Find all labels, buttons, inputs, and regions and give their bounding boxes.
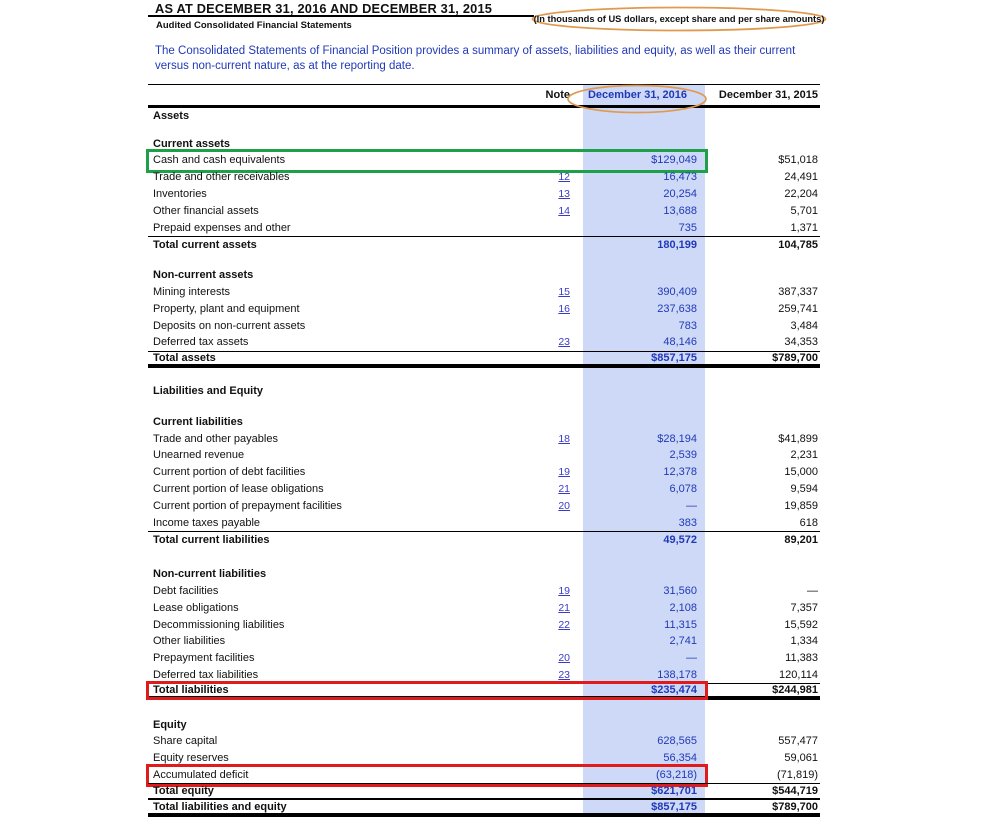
value-2015: 7,357	[790, 601, 818, 614]
spacer-row	[148, 253, 820, 267]
table-row	[148, 616, 820, 633]
note-link[interactable]: 23	[558, 669, 570, 681]
table-row	[148, 750, 820, 767]
value-2016: $28,194	[657, 432, 697, 445]
value-2016: $621,701	[651, 785, 697, 798]
table-row	[148, 481, 820, 498]
note-cell	[500, 303, 570, 315]
intro-paragraph: The Consolidated Statements of Financial Position provides a summary of assets, liabilities and equity, as well as their current versus non-current nature, as at the reporting date.	[155, 45, 796, 72]
row-label: Current portion of prepayment facilities	[153, 499, 342, 512]
note-cell	[500, 602, 570, 614]
table-row	[148, 531, 820, 548]
value-2016: 48,146	[663, 336, 697, 349]
note-cell	[500, 433, 570, 445]
table-row	[148, 514, 820, 531]
table-row	[148, 351, 820, 368]
column-header-note: Note	[545, 88, 570, 101]
row-label: Liabilities and Equity	[153, 385, 264, 398]
table-row	[148, 383, 820, 400]
row-label: Total assets	[153, 351, 216, 364]
table-header-row	[148, 84, 820, 108]
row-label: Debt facilities	[153, 585, 219, 598]
table-row	[148, 566, 820, 583]
value-2016: $857,175	[651, 351, 697, 364]
note-link[interactable]: 20	[558, 499, 570, 512]
value-2015: $789,700	[772, 800, 818, 813]
title-underline	[148, 15, 534, 17]
table-row	[148, 152, 820, 169]
value-2016: (63,218)	[656, 768, 697, 781]
value-2016: 2,539	[669, 449, 697, 462]
table-row	[148, 800, 820, 817]
page-title: AS AT DECEMBER 31, 2016 AND DECEMBER 31, 2015	[155, 1, 493, 16]
value-2015: 34,353	[784, 336, 818, 349]
value-2016: 56,354	[663, 752, 697, 765]
row-label: Inventories	[153, 188, 207, 201]
value-2016: 12,378	[663, 466, 697, 479]
row-label: Unearned revenue	[153, 449, 245, 462]
table-body	[148, 108, 820, 817]
note-link[interactable]: 21	[558, 601, 570, 614]
note-cell	[500, 585, 570, 597]
note-link[interactable]: 21	[558, 483, 570, 496]
note-link[interactable]: 12	[558, 171, 570, 184]
spacer-row	[148, 368, 820, 383]
row-label: Property, plant and equipment	[153, 302, 300, 315]
note-cell	[500, 483, 570, 495]
value-2016: 383	[678, 516, 697, 529]
table-row	[148, 430, 820, 447]
row-label: Trade and other receivables	[153, 171, 290, 184]
table-row	[148, 135, 820, 152]
table-row	[148, 267, 820, 284]
note-link[interactable]: 13	[558, 188, 570, 201]
value-2015: 557,477	[778, 735, 818, 748]
note-link[interactable]: 22	[558, 618, 570, 631]
value-2015: 89,201	[784, 533, 818, 546]
value-2016: 735	[678, 221, 697, 234]
financial-position-table	[148, 84, 820, 817]
value-2016: 237,638	[657, 302, 697, 315]
note-cell	[500, 669, 570, 681]
note-link[interactable]: 20	[558, 652, 570, 665]
row-label: Total current liabilities	[153, 533, 270, 546]
value-2015: 1,371	[790, 221, 818, 234]
value-2015: 24,491	[784, 171, 818, 184]
column-header-2015: December 31, 2015	[718, 88, 818, 101]
row-label: Non-current liabilities	[153, 568, 267, 581]
value-2015: 22,204	[784, 188, 818, 201]
note-link[interactable]: 23	[558, 336, 570, 349]
value-2016: 2,741	[669, 635, 697, 648]
row-label: Current portion of lease obligations	[153, 483, 324, 496]
value-2015: 15,592	[784, 618, 818, 631]
note-cell	[500, 205, 570, 217]
table-row	[148, 583, 820, 600]
table-row	[148, 633, 820, 650]
row-label: Total current assets	[153, 238, 257, 251]
value-2015: 104,785	[778, 238, 818, 251]
value-2016: 138,178	[657, 669, 697, 681]
value-2016: $235,474	[651, 684, 697, 697]
value-2016: 628,565	[657, 735, 697, 748]
table-row	[148, 284, 820, 301]
spacer-row	[148, 700, 820, 716]
table-row	[148, 767, 820, 784]
table-row	[148, 783, 820, 800]
note-cell	[500, 500, 570, 512]
value-2015: $544,719	[772, 785, 818, 798]
row-label: Other financial assets	[153, 204, 259, 217]
note-link[interactable]: 19	[558, 466, 570, 479]
value-2015: 259,741	[778, 302, 818, 315]
row-label: Deferred tax liabilities	[153, 669, 259, 681]
table-row	[148, 317, 820, 334]
row-label: Deposits on non-current assets	[153, 319, 306, 332]
row-label: Accumulated deficit	[153, 768, 249, 781]
row-label: Share capital	[153, 735, 218, 748]
value-2016: 49,572	[663, 533, 697, 546]
row-label: Equity reserves	[153, 752, 229, 765]
table-row	[148, 716, 820, 733]
value-2015: $789,700	[772, 351, 818, 364]
value-2015: 387,337	[778, 286, 818, 299]
note-link[interactable]: 16	[558, 302, 570, 315]
note-link[interactable]: 14	[558, 204, 570, 217]
row-label: Deferred tax assets	[153, 336, 249, 349]
value-2015: (71,819)	[777, 768, 818, 781]
table-row	[148, 650, 820, 667]
note-cell	[500, 286, 570, 298]
table-row	[148, 599, 820, 616]
table-row	[148, 108, 820, 125]
value-2016: 180,199	[657, 238, 697, 251]
value-2015: 15,000	[784, 466, 818, 479]
value-2016: 390,409	[657, 286, 697, 299]
row-label: Total liabilities	[153, 684, 229, 697]
value-2015: 2,231	[790, 449, 818, 462]
row-label: Lease obligations	[153, 601, 239, 614]
row-label: Decommissioning liabilities	[153, 618, 285, 631]
table-row	[148, 413, 820, 430]
table-row	[148, 733, 820, 750]
spacer-row	[148, 548, 820, 566]
value-2015: 19,859	[784, 499, 818, 512]
value-2015: 618	[799, 516, 818, 529]
row-label: Current portion of debt facilities	[153, 466, 306, 479]
value-2015: 59,061	[784, 752, 818, 765]
table-row	[148, 186, 820, 203]
row-label: Other liabilities	[153, 635, 226, 648]
note-cell	[500, 652, 570, 664]
table-row	[148, 169, 820, 186]
row-label: Current liabilities	[153, 415, 243, 428]
table-row	[148, 497, 820, 514]
table-row	[148, 334, 820, 351]
note-link[interactable]: 19	[558, 585, 570, 598]
value-2015: $41,899	[778, 432, 818, 445]
units-note-text: (In thousands of US dollars, except share and per share amounts)	[533, 14, 825, 24]
row-label: Total equity	[153, 785, 214, 798]
spacer-row	[148, 399, 820, 413]
value-2016: 11,315	[664, 618, 697, 631]
value-2016: 6,078	[669, 483, 697, 496]
value-2016: 2,108	[669, 601, 697, 614]
units-note-annotation	[531, 6, 827, 32]
value-2016: $857,175	[651, 800, 697, 813]
note-link[interactable]: 15	[558, 286, 570, 299]
value-2016: $129,049	[651, 154, 697, 167]
row-label: Non-current assets	[153, 269, 254, 282]
note-cell	[500, 336, 570, 348]
column-header-2016-label: December 31, 2016	[587, 88, 688, 101]
table-row	[148, 447, 820, 464]
value-2015: 9,594	[790, 483, 818, 496]
note-cell	[500, 619, 570, 631]
spacer-row	[148, 124, 820, 135]
value-2015: 3,484	[790, 319, 818, 332]
value-2015: 1,334	[790, 635, 818, 648]
value-2015: $51,018	[778, 154, 818, 167]
column-header-2016	[570, 89, 705, 101]
row-label: Mining interests	[153, 286, 231, 299]
note-cell	[500, 188, 570, 200]
table-row	[148, 236, 820, 253]
row-label: Prepaid expenses and other	[153, 221, 291, 234]
row-label: Cash and cash equivalents	[153, 154, 286, 167]
note-cell	[500, 466, 570, 478]
table-row	[148, 683, 820, 700]
document-subtitle: Audited Consolidated Financial Statements	[156, 20, 352, 31]
value-2015: —	[807, 585, 818, 598]
value-2015: 11,383	[785, 652, 818, 665]
value-2016: 20,254	[663, 188, 697, 201]
row-label: Income taxes payable	[153, 516, 261, 529]
value-2016: 16,473	[663, 171, 697, 184]
value-2016: 31,560	[663, 585, 697, 598]
table-row	[148, 300, 820, 317]
table-row	[148, 202, 820, 219]
value-2016: 13,688	[663, 204, 697, 217]
value-2015: 120,114	[779, 669, 818, 681]
row-label: Assets	[153, 109, 190, 122]
table-row	[148, 464, 820, 481]
table-row	[148, 219, 820, 236]
row-label: Current assets	[153, 137, 231, 150]
note-link[interactable]: 18	[558, 432, 570, 445]
table-row	[148, 667, 820, 684]
value-2016: —	[686, 499, 697, 512]
row-label: Equity	[153, 718, 187, 731]
row-label: Total liabilities and equity	[153, 800, 287, 813]
value-2016: 783	[678, 319, 697, 332]
value-2015: $244,981	[772, 684, 818, 697]
value-2016: —	[686, 652, 697, 665]
note-cell	[500, 171, 570, 183]
row-label: Prepayment facilities	[153, 652, 255, 665]
value-2015: 5,701	[790, 204, 818, 217]
row-label: Trade and other payables	[153, 432, 278, 445]
